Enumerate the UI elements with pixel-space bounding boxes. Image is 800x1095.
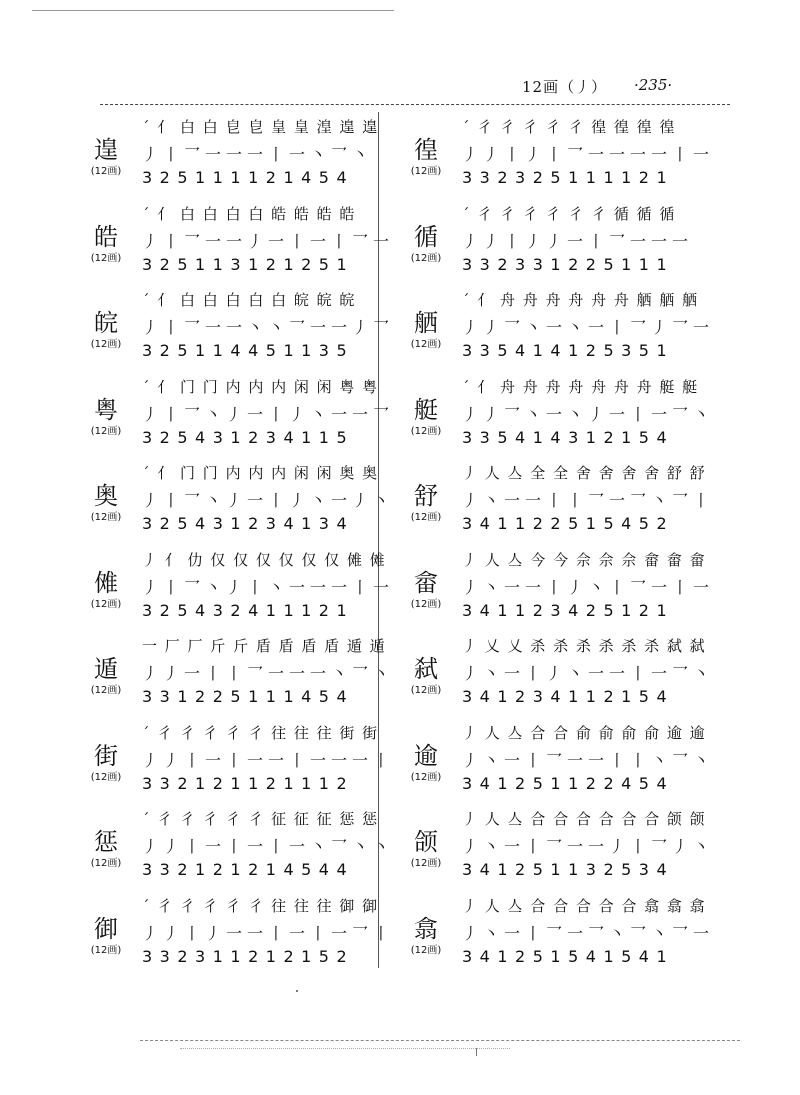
head-character: 惩 — [94, 828, 118, 856]
section-title: 12画（丿） — [522, 78, 608, 96]
stroke-count-note: (12画) — [90, 685, 122, 696]
char-entry — [400, 458, 730, 545]
stroke-count-note: (12画) — [90, 598, 122, 610]
stroke-codes: 325113121251 — [142, 254, 355, 274]
char-entry — [400, 372, 730, 459]
page-header — [0, 76, 800, 100]
stroke-shapes: 丿丶一丨丿丶一一丨一乛丶 — [462, 664, 715, 683]
stroke-count-note: (12画) — [410, 685, 442, 696]
stroke-shapes: 丿丨乛一一一丨一丶乛丶 — [142, 145, 374, 164]
stroke-codes: 325431234134 — [142, 514, 355, 533]
stroke-codes: 331225111454 — [142, 687, 355, 706]
stroke-sequence: ˊ 彳 彳 彳 彳 彳 徨 徨 徨 徨 — [462, 118, 676, 136]
stroke-codes: 332331225111 — [462, 254, 675, 274]
stroke-count-note: (12画) — [410, 425, 442, 437]
head-character: 御 — [94, 914, 118, 943]
char-entry — [400, 631, 730, 718]
stroke-shapes: 丿丶一丨乛一乛丶乛丶乛一 — [462, 923, 715, 943]
stroke-sequence: ˊ 亻 门 门 内 内 内 闲 闲 粤 粤 — [142, 377, 379, 396]
head-character: 循 — [414, 222, 438, 251]
stroke-sequence: ˊ 亻 舟 舟 舟 舟 舟 舟 舟 艇 艇 — [462, 377, 699, 396]
stroke-codes: 332121121112 — [142, 773, 355, 793]
stroke-count-note: (12画) — [410, 858, 442, 869]
stroke-sequence: ˊ 亻 白 白 皀 皀 皇 皇 湟 遑 遑 — [142, 118, 379, 136]
stroke-shapes: 丿丨乛丶丿一丨丿丶一一乛 — [142, 404, 395, 424]
stroke-sequence: ˊ 彳 彳 彳 彳 彳 往 往 往 御 御 — [142, 896, 379, 915]
head-character: 皓 — [94, 222, 118, 251]
head-character: 粤 — [94, 395, 118, 424]
char-entry — [400, 804, 730, 891]
stroke-shapes: 丿丶一一丨丨乛一乛丶乛丨 — [462, 491, 715, 510]
left-column — [80, 112, 410, 977]
stroke-sequence: ˊ 亻 白 白 白 白 皓 皓 皓 皓 — [142, 204, 356, 223]
head-character: 逾 — [414, 741, 438, 770]
stroke-sequence: 丿 人 亼 合 合 合 合 合 翕 翕 翕 — [462, 896, 707, 915]
stroke-count-note: (12画) — [90, 252, 122, 264]
char-entry — [80, 631, 410, 718]
stroke-codes: 332311212152 — [142, 946, 355, 966]
stroke-codes: 341251541541 — [462, 946, 675, 966]
stroke-sequence: 丿 人 亼 合 合 合 合 合 合 颌 颌 — [462, 810, 707, 828]
head-character: 颌 — [414, 828, 438, 856]
bottom-rule — [140, 1040, 740, 1041]
stroke-sequence: ˊ 彳 彳 彳 彳 彳 征 征 征 惩 惩 — [142, 810, 379, 828]
stroke-shapes: 丿丨乛一一丶丶乛一一丿乛 — [142, 318, 395, 337]
scan-speck — [476, 1048, 477, 1056]
stroke-codes: 325114451135 — [142, 341, 355, 360]
stroke-count-note: (12画) — [410, 166, 442, 177]
stroke-codes: 325432411121 — [142, 600, 355, 620]
stroke-count-note: (12画) — [90, 858, 122, 869]
stroke-sequence: ˊ 亻 白 白 白 白 白 皖 皖 皖 — [142, 291, 356, 309]
stroke-count-note: (12画) — [410, 771, 442, 783]
stroke-sequence: 丿 乂 乂 杀 杀 杀 杀 杀 杀 弑 弑 — [462, 637, 707, 655]
head-character: 翕 — [414, 914, 438, 943]
head-character: 徨 — [414, 136, 438, 164]
head-character: 遁 — [94, 655, 118, 683]
stroke-sequence: 丿 人 亼 今 今 佘 佘 佘 畲 畲 畲 — [462, 550, 707, 569]
char-entry — [400, 718, 730, 805]
stroke-count-note: (12画) — [410, 598, 442, 610]
char-entry — [80, 458, 410, 545]
head-character: 畲 — [414, 568, 438, 597]
stroke-shapes: 丿丿一丨丨乛一一一丶乛丶 — [142, 664, 395, 683]
stroke-codes: 332325111121 — [462, 168, 675, 187]
stroke-shapes: 丿丿丨一丨一一丨一一一丨 — [142, 750, 395, 770]
char-entry — [400, 112, 730, 199]
stroke-sequence: ˊ 亻 舟 舟 舟 舟 舟 舟 舾 舾 舾 — [462, 291, 699, 309]
stroke-count-note: (12画) — [410, 339, 442, 350]
stroke-sequence: ˊ 亻 门 门 内 内 内 闲 闲 奥 奥 — [142, 464, 379, 482]
bottom-rule-dotted — [180, 1048, 510, 1049]
scan-speck — [296, 990, 298, 992]
char-entry — [400, 545, 730, 632]
stroke-sequence: 丿 人 亼 合 合 俞 俞 俞 俞 逾 逾 — [462, 723, 707, 742]
head-character: 遑 — [94, 136, 118, 164]
char-entry — [80, 199, 410, 286]
stroke-shapes: 丿丿乛丶一丶一丨乛丿乛一 — [462, 318, 715, 337]
stroke-shapes: 丿丨乛一一丿一丨一丨乛一 — [142, 231, 395, 251]
stroke-shapes: 丿丶一丨乛一一丿丨乛丿丶 — [462, 837, 715, 856]
head-character: 艇 — [414, 395, 438, 424]
stroke-codes: 341251122454 — [462, 773, 675, 793]
stroke-sequence: ˊ 彳 彳 彳 彳 彳 彳 循 循 循 — [462, 204, 676, 223]
stroke-shapes: 丿丶一一丨丿丶丨乛一丨一 — [462, 577, 715, 597]
char-entry — [80, 285, 410, 372]
char-entry — [400, 891, 730, 978]
stroke-shapes: 丿丿丨丿一一丨一丨一乛丨 — [142, 923, 395, 943]
char-entry — [400, 285, 730, 372]
stroke-shapes: 丿丿乛丶一丶丿一丨一乛丶 — [462, 404, 715, 424]
char-entry — [80, 804, 410, 891]
char-entry — [80, 545, 410, 632]
top-edge-line — [32, 10, 394, 11]
stroke-shapes: 丿丿丨一丨一丨一丶乛丶丶 — [142, 837, 395, 856]
head-character: 傩 — [94, 568, 118, 597]
char-entry — [80, 718, 410, 805]
stroke-count-note: (12画) — [410, 252, 442, 264]
char-entry — [80, 891, 410, 978]
char-entry — [80, 372, 410, 459]
stroke-codes: 335414312154 — [462, 427, 675, 447]
stroke-codes: 332121214544 — [142, 860, 355, 879]
head-character: 舒 — [414, 482, 438, 510]
stroke-codes: 341122515452 — [462, 514, 675, 533]
stroke-count-note: (12画) — [410, 944, 442, 956]
stroke-codes: 341234112154 — [462, 687, 675, 706]
stroke-sequence: ˊ 彳 彳 彳 彳 彳 往 往 往 街 街 — [142, 723, 379, 742]
stroke-count-note: (12画) — [90, 944, 122, 956]
stroke-shapes: 丿丿丨丿丨乛一一一一丨一 — [462, 145, 715, 164]
stroke-count-note: (12画) — [410, 512, 442, 523]
stroke-count-note: (12画) — [90, 339, 122, 350]
stroke-shapes: 丿丿丨丿丿一丨乛一一一 — [462, 231, 694, 251]
head-character: 舾 — [414, 309, 438, 337]
stroke-codes: 325111121454 — [142, 168, 355, 187]
char-entry — [80, 112, 410, 199]
stroke-codes: 341251132534 — [462, 860, 675, 879]
char-entry — [400, 199, 730, 286]
page-number: ·235· — [634, 76, 673, 94]
stroke-shapes: 丿丶一丨乛一一丨丨丶乛丶 — [462, 750, 715, 770]
head-character: 弑 — [414, 655, 438, 683]
head-character: 街 — [94, 741, 118, 770]
stroke-count-note: (12画) — [90, 166, 122, 177]
stroke-sequence: 丿 人 亼 全 全 舍 舍 舍 舍 舒 舒 — [462, 464, 707, 482]
stroke-codes: 335414125351 — [462, 341, 675, 360]
stroke-codes: 341123425121 — [462, 600, 675, 620]
stroke-count-note: (12画) — [90, 771, 122, 783]
stroke-count-note: (12画) — [90, 425, 122, 437]
stroke-shapes: 丿丨乛丶丿丨丶一一一丨一 — [142, 577, 395, 597]
stroke-codes: 325431234115 — [142, 427, 355, 447]
stroke-count-note: (12画) — [90, 512, 122, 523]
head-character: 皖 — [94, 309, 118, 337]
stroke-sequence: 一 厂 厂 斤 斤 盾 盾 盾 盾 遁 遁 — [142, 637, 387, 655]
stroke-shapes: 丿丨乛丶丿一丨丿丶一丿丶 — [142, 491, 395, 510]
head-character: 奥 — [94, 482, 118, 510]
header-rule — [100, 104, 730, 105]
right-column — [400, 112, 730, 977]
stroke-sequence: 丿 亻 仂 仅 仅 仅 仅 仅 仅 傩 傩 — [142, 550, 387, 569]
